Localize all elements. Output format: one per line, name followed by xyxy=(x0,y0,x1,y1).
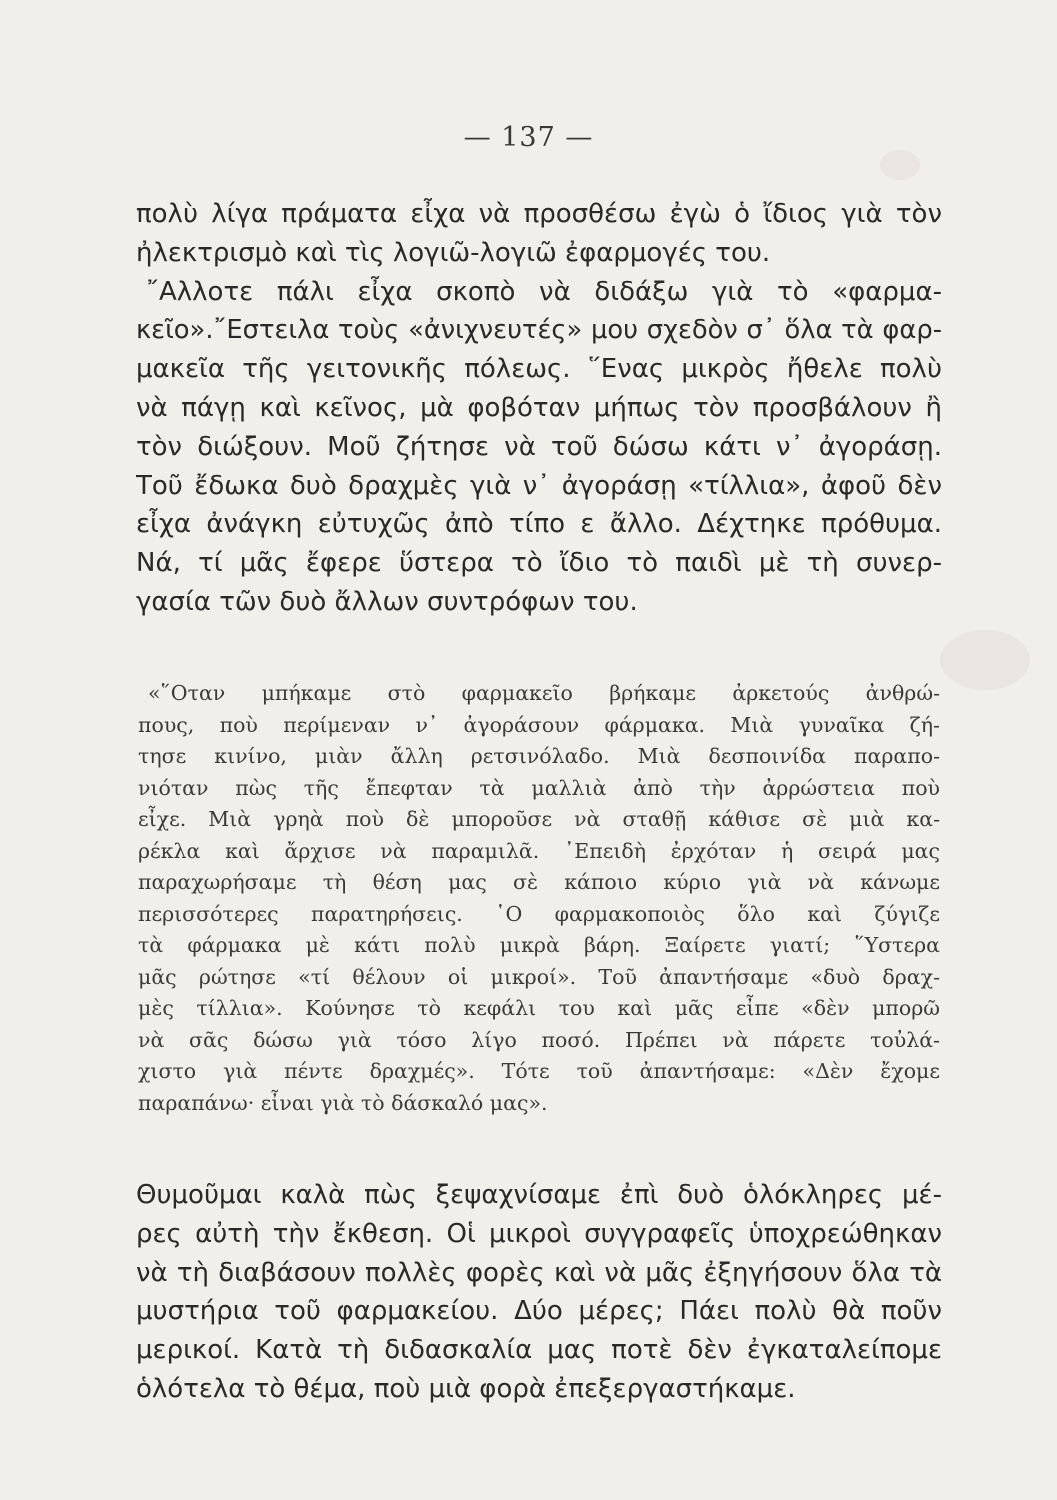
text-line: Τοῦ ἔδωκα δυὸ δραχμὲς γιὰ ν᾿ ἀγοράσῃ «τίλλια», ἀφοῦ δὲν xyxy=(136,470,942,501)
text-line: μακεῖα τῆς γειτονικῆς πόλεως. ῞Ενας μικρὸς ἤθελε πολὺ xyxy=(136,354,942,385)
page-smudge xyxy=(880,150,920,180)
text-line: νὰ τὴ διαβάσουν πολλὲς φορὲς καὶ νὰ μᾶς ἐξηγήσουν ὅλα τὰ xyxy=(136,1257,942,1288)
quote-line: νὰ σᾶς δώσω γιὰ τόσο λίγο ποσό. Πρέπει νὰ πάρετε τοὐλά- xyxy=(138,1027,940,1052)
page-smudge xyxy=(940,630,1030,690)
quote-line: μᾶς ρώτησε «τί θέλουν οἱ μικροί». Τοῦ ἀπαντήσαμε «δυὸ δραχ- xyxy=(138,964,940,989)
text-line: ἠλεκτρισμὸ καὶ τὶς λογιῶ-λογιῶ ἐφαρμογές του. xyxy=(136,237,771,268)
quote-line: ρέκλα καὶ ἄρχισε νὰ παραμιλᾶ. ᾿Επειδὴ ἐρχόταν ἡ σειρά μας xyxy=(138,838,940,863)
text-line: εἶχα ἀνάγκη εὐτυχῶς ἀπὸ τίπο ε ἄλλο. Δέχτηκε πρόθυμα. xyxy=(136,509,942,540)
text-line: πολὺ λίγα πράματα εἶχα νὰ προσθέσω ἐγὼ ὁ ἴδιος γιὰ τὸν xyxy=(136,199,942,229)
text-line: ρες αὐτὴ τὴν ἔκθεση. Οἱ μικροὶ συγγραφεῖς ὑποχρεώθηκαν xyxy=(136,1218,942,1249)
quoted-essay xyxy=(138,678,940,1119)
page-number: — 137 — xyxy=(463,122,594,153)
text-line: γασία τῶν δυὸ ἄλλων συντρόφων του. xyxy=(136,586,638,617)
quote-line: παραχωρήσαμε τὴ θέση μας σὲ κάποιο κύριο γιὰ νὰ κάνωμε xyxy=(138,870,940,894)
text-line: Νά, τί μᾶς ἔφερε ὕστερα τὸ ἴδιο τὸ παιδὶ μὲ τὴ συνερ- xyxy=(136,548,942,579)
paragraph-main-top xyxy=(136,195,942,622)
text-line: κεῖο».῎Εστειλα τοὺς «ἀνιχνευτές» μου σχεδὸν σ᾿ ὅλα τὰ φαρ- xyxy=(136,315,942,346)
text-line: νὰ πάγῃ καὶ κεῖνος, μὰ φοβόταν μήπως τὸν προσβάλουν ἢ xyxy=(136,392,942,423)
quote-line: παραπάνω· εἶναι γιὰ τὸ δάσκαλό μας». xyxy=(138,1090,548,1115)
quote-line: νιόταν πὼς τῆς ἔπεφταν τὰ μαλλιὰ ἀπὸ τὴν ἀρρώστεια ποὺ xyxy=(138,775,940,800)
quote-line: «῞Οταν μπήκαμε στὸ φαρμακεῖο βρήκαμε ἀρκετούς ἀνθρώ- xyxy=(148,681,940,705)
text-line: μερικοί. Κατὰ τὴ διδασκαλία μας ποτὲ δὲν ἐγκαταλείπομε xyxy=(136,1335,942,1366)
quote-line: χιστο γιὰ πέντε δραχμές». Τότε τοῦ ἀπαντήσαμε: «Δὲν ἔχομε xyxy=(138,1059,940,1083)
quote-line: μὲς τίλλια». Κούνησε τὸ κεφάλι του καὶ μᾶς εἶπε «δὲν μπορῶ xyxy=(138,996,940,1020)
quote-line: τησε κινίνο, μιὰν ἄλλη ρετσινόλαδο. Μιὰ δεσποινίδα παραπο- xyxy=(138,744,940,768)
text-line: τὸν διώξουν. Μοῦ ζήτησε νὰ τοῦ δώσω κάτι ν᾿ ἀγοράσῃ. xyxy=(136,431,942,462)
quote-line: πους, ποὺ περίμεναν ν᾿ ἀγοράσουν φάρμακα. Μιὰ γυναῖκα ζή- xyxy=(138,712,940,737)
text-line: ῎Αλλοτε πάλι εἶχα σκοπὸ νὰ διδάξω γιὰ τὸ «φαρμα- xyxy=(146,276,942,307)
text-line: μυστήρια τοῦ φαρμακείου. Δύο μέρες; Πάει πολὺ θὰ ποῦν xyxy=(136,1296,942,1327)
quote-line: τὰ φάρμακα μὲ κάτι πολὺ μικρὰ βάρη. Ξαίρετε γιατί; ῞Υστερα xyxy=(138,933,940,957)
quote-line: εἶχε. Μιὰ γρηὰ ποὺ δὲ μποροῦσε νὰ σταθῇ κάθισε σὲ μιὰ κα- xyxy=(138,807,940,831)
text-line: ὁλότελα τὸ θέμα, ποὺ μιὰ φορὰ ἐπεξεργαστήκαμε. xyxy=(136,1373,796,1404)
quote-line: περισσότερες παρατηρήσεις. ῾Ο φαρμακοποιὸς ὅλο καὶ ζύγιζε xyxy=(138,901,940,926)
paragraph-main-bottom xyxy=(136,1176,942,1409)
text-line: Θυμοῦμαι καλὰ πὼς ξεψαχνίσαμε ἐπὶ δυὸ ὁλόκληρες μέ- xyxy=(136,1180,942,1210)
